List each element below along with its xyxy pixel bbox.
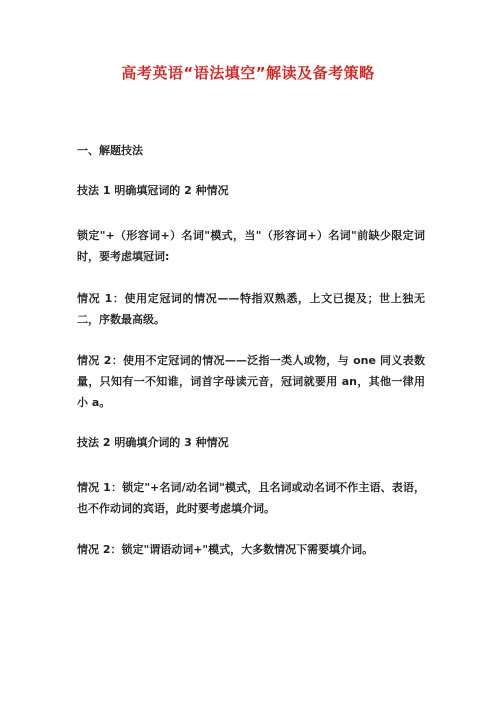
technique-1-intro: 锁定"+（形容词+）名词"模式，当"（形容词+）名词"前缺少限定词时，要考虑填冠词: xyxy=(77,229,425,263)
document-title: 高考英语“语法填空”解读及备考策略 xyxy=(121,64,375,82)
technique-1-heading: 技法 1 明确填冠词的 2 种情况 xyxy=(77,184,229,197)
technique-2-case-1: 情况 1：锁定"+名词/动名词"模式，且名词或动名词不作主语、表语，也不作动词的宾语，此时要考虑填介词。 xyxy=(77,481,425,515)
section-heading: 一、解题技法 xyxy=(77,144,143,157)
technique-1-case-2: 情况 2：使用不定冠词的情况——泛指一类人或物，与 one 同义表数量，只知有一不知谁，词首字母读元音，冠词就要用 an，其他一律用小 a。 xyxy=(77,354,425,409)
technique-2-heading: 技法 2 明确填介词的 3 种情况 xyxy=(77,436,229,449)
technique-2-case-2: 情况 2：锁定"谓语动词+"模式，大多数情况下需要填介词。 xyxy=(77,543,374,556)
technique-1-case-1: 情况 1：使用定冠词的情况——特指双熟悉，上文已提及；世上独无二，序数最高级。 xyxy=(77,292,425,326)
